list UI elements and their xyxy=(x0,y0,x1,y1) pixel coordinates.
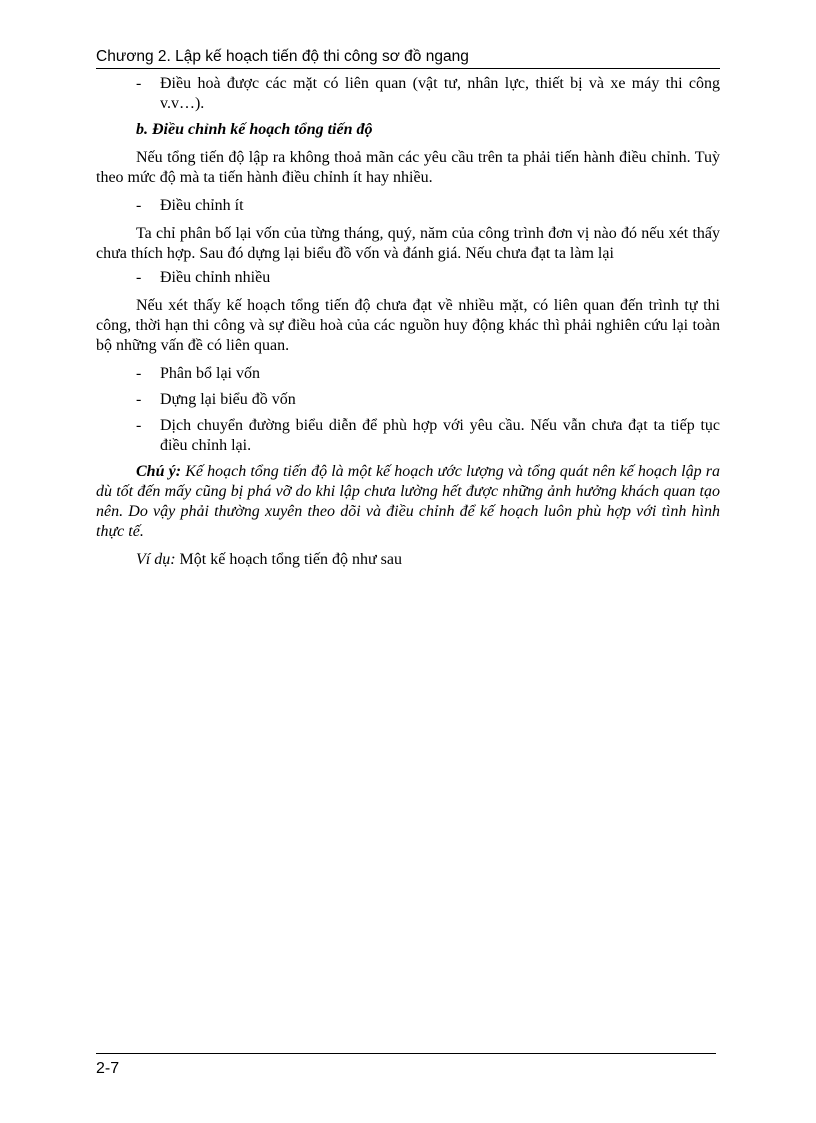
bullet-text: Điều chỉnh nhiều xyxy=(160,269,271,286)
note-label: Chú ý: xyxy=(136,463,182,480)
bullet-dash: - xyxy=(136,269,142,286)
bullet-item xyxy=(96,416,720,456)
bullet-text: Dựng lại biểu đồ vốn xyxy=(160,391,296,408)
example-paragraph xyxy=(96,550,720,570)
bullet-dash: - xyxy=(136,417,142,434)
page-header: Chương 2. Lập kế hoạch tiến độ thi công sơ đồ ngang xyxy=(96,48,720,69)
bullet-text: Điều chỉnh ít xyxy=(160,197,244,214)
document-body xyxy=(96,74,720,570)
bullet-dash: - xyxy=(136,197,142,214)
bullet-item xyxy=(96,196,720,216)
paragraph: Ta chỉ phân bố lại vốn của từng tháng, quý, năm của công trình đơn vị nào đó nếu xét thấy chưa thích hợp. Sau đó dựng lại biểu đồ vốn và đánh giá. Nếu chưa đạt ta làm lại xyxy=(96,225,720,262)
bullet-item xyxy=(96,364,720,384)
bullet-dash: - xyxy=(136,75,142,92)
bullet-text: Phân bổ lại vốn xyxy=(160,365,260,382)
paragraph: Nếu xét thấy kế hoạch tổng tiến độ chưa đạt về nhiều mặt, có liên quan đến trình tự thi công, thời hạn thi công và sự điều hoà của các nguồn huy động khác thì phải nghiên cứu lại toàn bộ những vấn đề có liên quan. xyxy=(96,297,720,354)
example-text: Một kế hoạch tổng tiến độ như sau xyxy=(175,551,402,568)
bullet-dash: - xyxy=(136,365,142,382)
note-paragraph xyxy=(96,462,720,542)
bullet-text: Dịch chuyển đường biểu diễn để phù hợp với yêu cầu. Nếu vẫn chưa đạt ta tiếp tục điều chỉnh lại. xyxy=(160,417,720,454)
footer-divider xyxy=(96,1053,716,1054)
bullet-text: Điều hoà được các mặt có liên quan (vật tư, nhân lực, thiết bị và xe máy thi công v.v…). xyxy=(160,75,720,112)
note-text: Kế hoạch tổng tiến độ là một kế hoạch ước lượng và tổng quát nên kế hoạch lập ra dù tốt đến mấy cũng bị phá vỡ do khi lập chưa lường hết được những ảnh hưởng khách quan tạo nên. Do vậy phải thường xuyên theo dõi và điều chỉnh để kế hoạch luôn phù hợp với tình hình thực tế. xyxy=(96,463,720,540)
bullet-item xyxy=(96,74,720,114)
example-label: Ví dụ: xyxy=(136,551,176,568)
bullet-item xyxy=(96,390,720,410)
page-number: 2-7 xyxy=(96,1060,120,1077)
bullet-item xyxy=(96,268,720,288)
paragraph: Nếu tổng tiến độ lập ra không thoả mãn các yêu cầu trên ta phải tiến hành điều chỉnh. Tuỳ theo mức độ mà ta tiến hành điều chỉnh ít hay nhiều. xyxy=(96,149,720,186)
section-heading: b. Điều chỉnh kế hoạch tổng tiến độ xyxy=(136,121,373,138)
bullet-dash: - xyxy=(136,391,142,408)
